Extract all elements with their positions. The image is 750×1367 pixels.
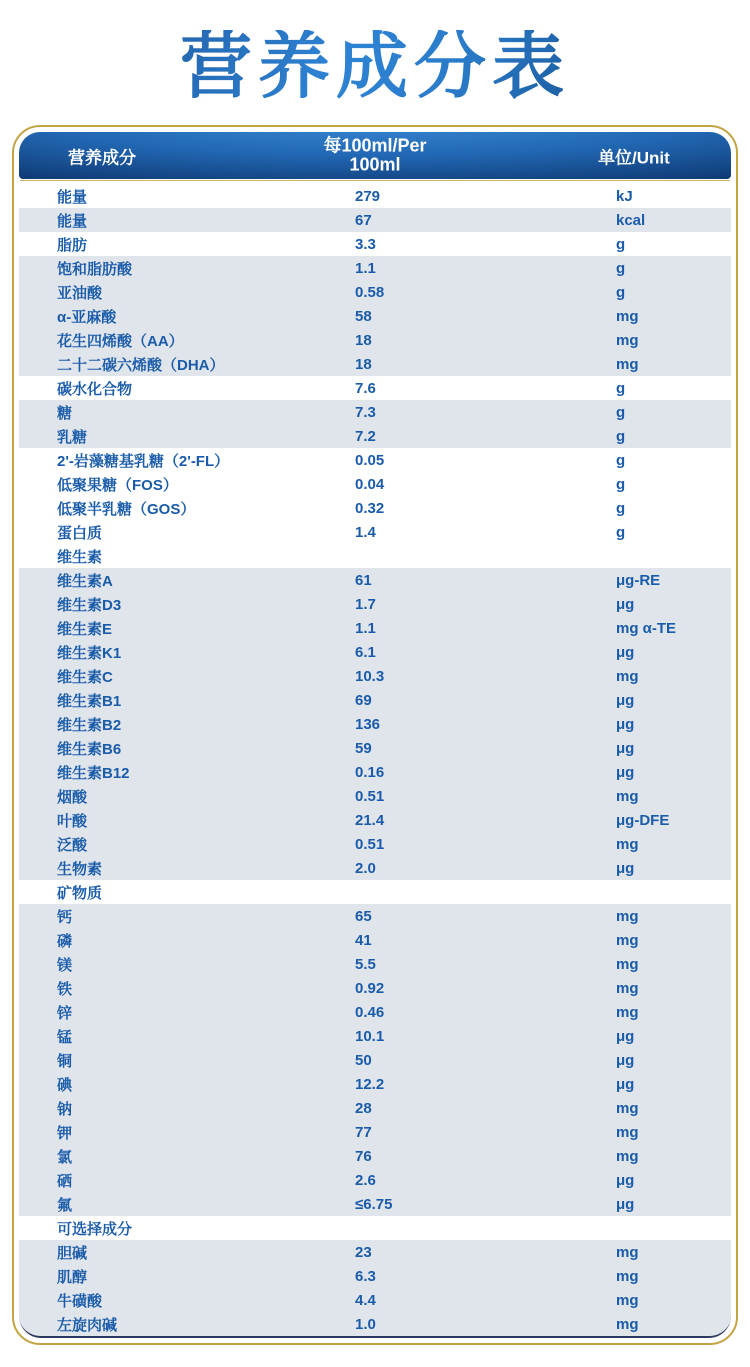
nutrient-name: 泛酸 [57,836,88,854]
nutrient-name: 维生素B6 [57,740,122,758]
nutrient-unit: mg [616,667,639,685]
nutrient-value: 0.51 [355,787,385,805]
nutrient-name: 肌醇 [57,1268,88,1286]
nutrient-value: 0.46 [355,1003,385,1021]
header-divider [20,180,730,181]
table-row [19,520,731,544]
nutrient-value: 23 [355,1243,372,1261]
nutrient-value: 41 [355,931,372,949]
table-body [19,184,731,1338]
nutrient-value: 7.6 [355,379,376,397]
table-row [19,712,731,736]
nutrient-unit: mg [616,931,639,949]
table-row [19,208,731,232]
nutrient-unit: μg [616,763,635,781]
nutrient-name: 碘 [57,1076,73,1094]
nutrient-unit: mg [616,1315,639,1333]
header-amount-line1: 每100ml/Per [323,135,427,156]
nutrient-name: 氯 [57,1148,73,1166]
table-row [19,736,731,760]
nutrient-name: 低聚果糖（FOS） [57,476,178,494]
table-row [19,424,731,448]
nutrient-unit: g [616,451,626,469]
nutrient-unit: mg [616,1099,639,1117]
nutrient-value: 0.16 [355,763,385,781]
nutrient-name: 锌 [57,1004,73,1022]
table-row [19,1168,731,1192]
header-amount-label [323,136,426,175]
nutrient-unit: kcal [616,211,646,229]
table-row [19,1144,731,1168]
nutrient-value: 1.1 [355,259,376,277]
nutrient-unit: g [616,283,626,301]
nutrient-unit: μg [616,739,635,757]
nutrient-value: 5.5 [355,955,376,973]
table-row [19,256,731,280]
section-row [19,1216,731,1240]
nutrient-unit: mg [616,787,639,805]
nutrient-value: 67 [355,211,372,229]
nutrient-name: 能量 [57,212,88,230]
nutrient-unit: mg [616,1267,639,1285]
nutrient-unit: μg [616,715,635,733]
nutrient-unit: g [616,259,626,277]
nutrient-unit: g [616,403,626,421]
table-row [19,592,731,616]
nutrient-name: 花生四烯酸（AA） [57,332,184,350]
nutrient-unit: mg [616,1123,639,1141]
table-row [19,1024,731,1048]
table-row [19,856,731,880]
nutrient-value: 50 [355,1051,372,1069]
nutrient-unit: mg [616,1003,639,1021]
nutrient-unit: g [616,379,626,397]
table-row [19,760,731,784]
nutrient-value: 0.58 [355,283,385,301]
nutrient-name: 矿物质 [57,884,103,902]
nutrient-name: 碳水化合物 [57,380,133,398]
nutrient-name: 镁 [57,956,73,974]
table-row [19,952,731,976]
nutrient-value: 4.4 [355,1291,376,1309]
nutrient-name: 钙 [57,908,73,926]
nutrient-unit: mg [616,835,639,853]
table-row [19,1000,731,1024]
nutrient-name: 烟酸 [57,788,88,806]
nutrient-value: 6.1 [355,643,376,661]
nutrient-name: 铜 [57,1052,73,1070]
nutrient-name: 低聚半乳糖（GOS） [57,500,196,518]
nutrient-value: 18 [355,355,372,373]
nutrient-name: 蛋白质 [57,524,103,542]
nutrient-unit: μg [616,691,635,709]
nutrient-unit: mg [616,331,639,349]
nutrient-value: 58 [355,307,372,325]
nutrient-name: 脂肪 [57,236,88,254]
nutrient-name: 能量 [57,188,88,206]
nutrient-value: 0.51 [355,835,385,853]
nutrient-name: 锰 [57,1028,73,1046]
nutrient-unit: mg [616,1243,639,1261]
table-row [19,688,731,712]
nutrient-unit: g [616,235,626,253]
table-row [19,1288,731,1312]
nutrient-value: 3.3 [355,235,376,253]
nutrient-name: 胆碱 [57,1244,88,1262]
nutrient-value: 0.32 [355,499,385,517]
nutrient-value: 10.3 [355,667,385,685]
nutrient-name: 维生素D3 [57,596,122,614]
nutrient-name: 亚油酸 [57,284,103,302]
nutrient-value: 28 [355,1099,372,1117]
nutrient-name: 糖 [57,404,73,422]
table-row [19,808,731,832]
nutrient-value: 2.0 [355,859,376,877]
table-row [19,472,731,496]
table-row [19,832,731,856]
nutrient-unit: μg [616,1027,635,1045]
section-row [19,544,731,568]
nutrient-value: 7.3 [355,403,376,421]
nutrient-name: 钾 [57,1124,73,1142]
nutrient-unit: mg [616,355,639,373]
nutrient-name: 2'-岩藻糖基乳糖（2'-FL） [57,452,230,470]
nutrient-unit: g [616,499,626,517]
header-unit-label: 单位/Unit [598,148,670,167]
nutrient-name: 生物素 [57,860,103,878]
nutrient-unit: μg [616,595,635,613]
nutrient-name: 乳糖 [57,428,88,446]
table-header [19,132,731,179]
table-row [19,1096,731,1120]
nutrient-value: 0.04 [355,475,385,493]
table-row [19,232,731,256]
nutrient-value: 136 [355,715,381,733]
nutrient-unit: g [616,475,626,493]
nutrient-unit: mg α-TE [616,619,677,637]
nutrient-unit: μg-RE [616,571,661,589]
nutrient-unit: μg [616,1171,635,1189]
nutrient-unit: mg [616,979,639,997]
table-row [19,1312,731,1336]
nutrient-unit: μg [616,643,635,661]
table-row [19,184,731,208]
nutrient-name: 维生素B12 [57,764,130,782]
table-row [19,328,731,352]
table-row [19,1240,731,1264]
nutrient-value: 76 [355,1147,372,1165]
nutrient-unit: kJ [616,187,633,205]
table-row [19,928,731,952]
table-row [19,1120,731,1144]
nutrient-name: 二十二碳六烯酸（DHA） [57,356,225,374]
nutrient-name: 维生素K1 [57,644,122,662]
nutrient-name: α-亚麻酸 [57,308,117,326]
table-row [19,496,731,520]
table-row [19,616,731,640]
nutrient-value: 1.0 [355,1315,376,1333]
nutrient-name: 维生素C [57,668,113,686]
nutrient-value: 69 [355,691,372,709]
nutrient-name: 维生素A [57,572,113,590]
nutrient-unit: mg [616,955,639,973]
nutrient-name: 牛磺酸 [57,1292,103,1310]
table-row [19,568,731,592]
nutrient-name: 可选择成分 [57,1220,133,1238]
nutrient-name: 硒 [57,1172,73,1190]
header-amount-line2: 100ml [349,154,401,175]
nutrient-value: 18 [355,331,372,349]
nutrient-value: 61 [355,571,372,589]
page-title: 营养成分表 [0,30,750,106]
table-row [19,784,731,808]
nutrition-table [12,125,738,1345]
nutrient-name: 铁 [57,980,73,998]
nutrient-unit: g [616,523,626,541]
nutrient-unit: μg [616,1051,635,1069]
nutrient-value: ≤6.75 [355,1195,393,1213]
nutrient-name: 维生素E [57,620,113,638]
header-nutrient-label: 营养成分 [68,148,136,167]
nutrient-value: 59 [355,739,372,757]
table-row [19,1264,731,1288]
nutrient-unit: μg [616,1075,635,1093]
nutrient-value: 1.7 [355,595,376,613]
nutrient-value: 1.1 [355,619,376,637]
nutrient-unit: μg [616,859,635,877]
nutrient-value: 21.4 [355,811,385,829]
nutrient-name: 维生素B2 [57,716,122,734]
nutrient-value: 2.6 [355,1171,376,1189]
section-row [19,880,731,904]
table-row [19,400,731,424]
nutrient-value: 0.92 [355,979,385,997]
nutrient-name: 叶酸 [57,812,88,830]
table-row [19,664,731,688]
nutrient-value: 10.1 [355,1027,385,1045]
table-row [19,280,731,304]
nutrient-value: 1.4 [355,523,376,541]
nutrient-value: 7.2 [355,427,376,445]
table-row [19,1192,731,1216]
nutrient-value: 0.05 [355,451,385,469]
nutrient-name: 氟 [57,1196,73,1214]
nutrient-name: 磷 [57,932,73,950]
nutrient-value: 12.2 [355,1075,385,1093]
nutrient-unit: mg [616,1291,639,1309]
table-row [19,640,731,664]
nutrient-value: 77 [355,1123,372,1141]
table-row [19,1048,731,1072]
nutrient-value: 279 [355,187,381,205]
table-row [19,976,731,1000]
nutrient-name: 维生素B1 [57,692,122,710]
nutrient-unit: μg-DFE [616,811,670,829]
nutrient-name: 左旋肉碱 [57,1316,118,1334]
nutrient-unit: mg [616,307,639,325]
table-row [19,352,731,376]
table-row [19,904,731,928]
nutrient-unit: g [616,427,626,445]
nutrient-value: 65 [355,907,372,925]
table-row [19,376,731,400]
nutrient-unit: mg [616,1147,639,1165]
nutrient-unit: mg [616,907,639,925]
nutrient-unit: μg [616,1195,635,1213]
table-row [19,1072,731,1096]
nutrient-name: 维生素 [57,548,103,566]
table-row [19,304,731,328]
nutrient-value: 6.3 [355,1267,376,1285]
table-row [19,448,731,472]
nutrient-name: 饱和脂肪酸 [57,260,133,278]
nutrient-name: 钠 [57,1100,73,1118]
